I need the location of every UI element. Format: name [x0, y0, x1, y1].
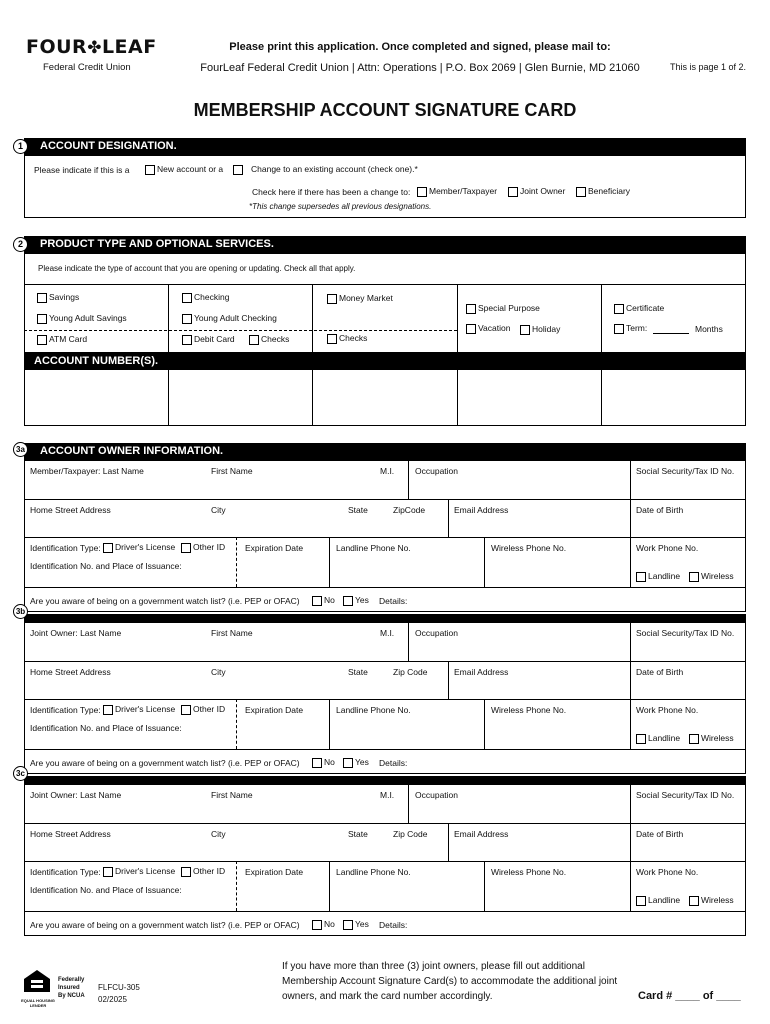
owner-3c-divider	[24, 776, 746, 784]
owner-3a-box	[24, 460, 746, 612]
money-market-checkbox[interactable]	[327, 294, 337, 304]
logo-wordmark: FOUR✤LEAF	[26, 36, 157, 58]
owner-3a-id-number-label: Identification No. and Place of Issuance:	[30, 561, 182, 571]
owner-3c-watchlist-question: Are you aware of being on a government watch list? (i.e. PEP or OFAC)	[30, 920, 300, 930]
special-purpose-option[interactable]: Special Purpose	[466, 303, 540, 314]
owner-3b-landline-option[interactable]: Landline	[636, 733, 680, 744]
owner-3c-other-id-option[interactable]: Other ID	[181, 866, 225, 877]
owner-3c-row-line	[24, 823, 746, 824]
young-adult-checking-checkbox[interactable]	[182, 314, 192, 324]
owner-3c-wireless-checkbox[interactable]	[689, 896, 699, 906]
owner-3c-last-name-label: Joint Owner: Last Name	[30, 790, 122, 800]
owner-3b-dob-label: Date of Birth	[636, 667, 684, 677]
joint-owner-checkbox[interactable]	[508, 187, 518, 197]
owner-3c-ssn-label: Social Security/Tax ID No.	[636, 790, 735, 800]
owner-3a-mi-label: M.I.	[380, 466, 395, 476]
owner-3a-row-line	[24, 587, 746, 588]
owner-3b-mi-label: M.I.	[380, 628, 395, 638]
owner-3b-home-address-label: Home Street Address	[30, 667, 111, 677]
owner-3c-city-label: City	[211, 829, 226, 839]
owner-3b-other-id-checkbox[interactable]	[181, 705, 191, 715]
owner-3a-drivers-license-checkbox[interactable]	[103, 543, 113, 553]
owner-3a-city-label: City	[211, 505, 226, 515]
mail-instruction: Please print this application. Once completed and signed, please mail to:	[229, 41, 611, 53]
certificate-option[interactable]: Certificate	[614, 303, 664, 314]
term-checkbox[interactable]	[614, 324, 624, 334]
owner-3a-other-id-option[interactable]: Other ID	[181, 542, 225, 553]
clover-icon: ✤	[87, 38, 102, 58]
owner-3c-drivers-license-option[interactable]: Driver's License	[103, 866, 175, 877]
member-taxpayer-checkbox[interactable]	[417, 187, 427, 197]
owner-3a-last-name-label: Member/Taxpayer: Last Name	[30, 466, 144, 476]
vacation-checkbox[interactable]	[466, 324, 476, 334]
owner-3a-watchlist-yes-checkbox[interactable]	[343, 596, 353, 606]
checking-checks-checkbox[interactable]	[249, 335, 259, 345]
money-market-option[interactable]: Money Market	[327, 293, 393, 304]
joint-owner-note: If you have more than three (3) joint owners, please fill out additional Membership Account Signature Card(s) to accommodate the additional joint owners, and mark the card number accordingly.	[282, 961, 618, 1002]
money-market-checks-option[interactable]: Checks	[327, 333, 367, 344]
debit-card-checkbox[interactable]	[182, 335, 192, 345]
owner-3b-id-type-label: Identification Type:	[30, 705, 101, 715]
beneficiary-checkbox[interactable]	[576, 187, 586, 197]
owner-3a-landline-phone-label: Landline Phone No.	[336, 543, 411, 553]
owner-3a-landline-option[interactable]: Landline	[636, 571, 680, 582]
owner-3a-details-label: Details:	[379, 596, 408, 606]
owner-3b-ssn-label: Social Security/Tax ID No.	[636, 628, 735, 638]
owner-3a-watchlist-question: Are you aware of being on a government watch list? (i.e. PEP or OFAC)	[30, 596, 300, 606]
account-number-field-4[interactable]	[457, 370, 601, 426]
checking-option[interactable]: Checking	[182, 292, 229, 303]
owner-3b-wireless-phone-label: Wireless Phone No.	[491, 705, 567, 715]
mail-address: FourLeaf Federal Credit Union | Attn: Operations | P.O. Box 2069 | Glen Burnie, MD 21060	[200, 62, 640, 74]
owner-3b-col-line	[448, 661, 449, 699]
owner-3b-col-line	[408, 622, 409, 661]
young-adult-savings-checkbox[interactable]	[37, 314, 47, 324]
owner-3c-watchlist-no-option[interactable]: No	[312, 919, 335, 930]
owner-3c-row-line	[24, 911, 746, 912]
section-1-number: 1	[13, 139, 28, 154]
owner-3b-row-line	[24, 699, 746, 700]
owner-3b-expiration-label: Expiration Date	[245, 705, 304, 715]
owner-3c-mi-label: M.I.	[380, 790, 395, 800]
account-number-field-3[interactable]	[312, 370, 457, 426]
atm-card-option[interactable]: ATM Card	[37, 334, 87, 345]
owner-3a-work-phone-label: Work Phone No.	[636, 543, 699, 553]
owner-3c-col-line	[484, 861, 485, 911]
section-3-header: ACCOUNT OWNER INFORMATION.	[24, 443, 746, 460]
owner-3a-watchlist-yes-option[interactable]: Yes	[343, 595, 369, 606]
owner-3c-col-line	[408, 784, 409, 823]
owner-3a-col-line	[236, 537, 237, 587]
owner-3a-col-line	[448, 499, 449, 537]
card-number[interactable]: Card # ____ of ____	[638, 990, 741, 1002]
owner-3c-first-name-label: First Name	[211, 790, 253, 800]
beneficiary-option[interactable]: Beneficiary	[576, 186, 630, 197]
logo-subtitle: Federal Credit Union	[43, 62, 131, 73]
owner-3c-col-line	[236, 861, 237, 911]
owner-3a-first-name-label: First Name	[211, 466, 253, 476]
change-existing-checkbox[interactable]	[233, 165, 243, 175]
owner-3a-row-line	[24, 537, 746, 538]
atm-card-checkbox[interactable]	[37, 335, 47, 345]
owner-3b-row-line	[24, 749, 746, 750]
owner-3b-other-id-option[interactable]: Other ID	[181, 704, 225, 715]
young-adult-checking-option[interactable]: Young Adult Checking	[182, 313, 277, 324]
owner-3c-occupation-label: Occupation	[415, 790, 458, 800]
account-number-field-2[interactable]	[168, 370, 312, 426]
vacation-option[interactable]: Vacation	[466, 323, 510, 334]
account-numbers-header: ACCOUNT NUMBER(S).	[24, 352, 746, 370]
owner-3c-watchlist-yes-option[interactable]: Yes	[343, 919, 369, 930]
owner-3c-watchlist-yes-checkbox[interactable]	[343, 920, 353, 930]
new-account-checkbox[interactable]	[145, 165, 155, 175]
owner-3c-col-line	[630, 784, 631, 911]
owner-3a-watchlist-no-checkbox[interactable]	[312, 596, 322, 606]
owner-3b-id-number-label: Identification No. and Place of Issuance:	[30, 723, 182, 733]
owner-3a-number: 3a	[13, 442, 28, 457]
joint-owner-option[interactable]: Joint Owner	[508, 186, 565, 197]
form-id: FLFCU-305	[98, 983, 140, 992]
owner-3c-wireless-phone-label: Wireless Phone No.	[491, 867, 567, 877]
savings-option[interactable]: Savings	[37, 292, 79, 303]
change-existing-option[interactable]: Change to an existing account (check one).*	[233, 164, 418, 175]
owner-3c-landline-phone-label: Landline Phone No.	[336, 867, 411, 877]
section-2-header: PRODUCT TYPE AND OPTIONAL SERVICES.	[24, 236, 746, 253]
owner-3b-col-line	[329, 699, 330, 749]
owner-3a-dob-label: Date of Birth	[636, 505, 684, 515]
owner-3c-zip-label: Zip Code	[393, 829, 428, 839]
owner-3a-email-label: Email Address	[454, 505, 509, 515]
page-title: MEMBERSHIP ACCOUNT SIGNATURE CARD	[193, 100, 577, 120]
owner-3b-divider	[24, 614, 746, 622]
owner-3c-box	[24, 784, 746, 936]
owner-3a-ssn-label: Social Security/Tax ID No.	[636, 466, 735, 476]
owner-3a-zip-label: ZipCode	[393, 505, 426, 515]
owner-3a-id-type-label: Identification Type:	[30, 543, 101, 553]
owner-3c-id-type-label: Identification Type:	[30, 867, 101, 877]
owner-3a-state-label: State	[348, 505, 368, 515]
owner-3c-watchlist-no-checkbox[interactable]	[312, 920, 322, 930]
ncua-text: Federally Insured By NCUA	[58, 977, 85, 999]
owner-3b-wireless-option[interactable]: Wireless	[689, 733, 734, 744]
owner-3a-watchlist-no-option[interactable]: No	[312, 595, 335, 606]
owner-3b-details-label: Details:	[379, 758, 408, 768]
owner-3b-first-name-label: First Name	[211, 628, 253, 638]
owner-3a-occupation-label: Occupation	[415, 466, 458, 476]
owner-3b-last-name-label: Joint Owner: Last Name	[30, 628, 122, 638]
owner-3c-drivers-license-checkbox[interactable]	[103, 867, 113, 877]
owner-3a-home-address-label: Home Street Address	[30, 505, 111, 515]
owner-3c-id-number-label: Identification No. and Place of Issuance:	[30, 885, 182, 895]
owner-3b-zip-label: Zip Code	[393, 667, 428, 677]
indicate-label: Please indicate if this is a	[34, 165, 130, 175]
owner-3a-row-line	[24, 499, 746, 500]
owner-3c-landline-checkbox[interactable]	[636, 896, 646, 906]
owner-3c-email-label: Email Address	[454, 829, 509, 839]
owner-3c-state-label: State	[348, 829, 368, 839]
designation-note: *This change supersedes all previous designations.	[249, 202, 432, 211]
account-number-field-5[interactable]	[601, 370, 746, 426]
term-option[interactable]: Term:	[614, 323, 647, 334]
owner-3a-wireless-checkbox[interactable]	[689, 572, 699, 582]
owner-3c-details-label: Details:	[379, 920, 408, 930]
owner-3c-number: 3c	[13, 766, 28, 781]
product-instruction: Please indicate the type of account that you are opening or updating. Check all that apply.	[38, 264, 356, 273]
member-taxpayer-option[interactable]: Member/Taxpayer	[417, 186, 497, 197]
owner-3b-number: 3b	[13, 604, 28, 619]
owner-3c-work-phone-label: Work Phone No.	[636, 867, 699, 877]
owner-3b-watchlist-question: Are you aware of being on a government watch list? (i.e. PEP or OFAC)	[30, 758, 300, 768]
money-market-checks-checkbox[interactable]	[327, 334, 337, 344]
savings-checkbox[interactable]	[37, 293, 47, 303]
owner-3b-landline-phone-label: Landline Phone No.	[336, 705, 411, 715]
owner-3b-watchlist-yes-checkbox[interactable]	[343, 758, 353, 768]
owner-3c-dob-label: Date of Birth	[636, 829, 684, 839]
owner-3b-box	[24, 622, 746, 774]
checking-checks-option[interactable]: Checks	[249, 334, 289, 345]
equal-housing-text: EQUAL HOUSING LENDER	[21, 998, 55, 1008]
owner-3b-state-label: State	[348, 667, 368, 677]
owner-3b-col-line	[484, 699, 485, 749]
check-here-label: Check here if there has been a change to:	[252, 187, 411, 197]
checking-checkbox[interactable]	[182, 293, 192, 303]
certificate-checkbox[interactable]	[614, 304, 624, 314]
section-1-header: ACCOUNT DESIGNATION.	[24, 138, 746, 155]
holiday-option[interactable]: Holiday	[520, 324, 560, 335]
owner-3b-watchlist-yes-option[interactable]: Yes	[343, 757, 369, 768]
owner-3b-city-label: City	[211, 667, 226, 677]
owner-3c-landline-option[interactable]: Landline	[636, 895, 680, 906]
owner-3b-drivers-license-checkbox[interactable]	[103, 705, 113, 715]
owner-3c-expiration-label: Expiration Date	[245, 867, 304, 877]
debit-card-option[interactable]: Debit Card	[182, 334, 235, 345]
owner-3c-col-line	[329, 861, 330, 911]
owner-3a-col-line	[329, 537, 330, 587]
owner-3b-drivers-license-option[interactable]: Driver's License	[103, 704, 175, 715]
owner-3b-landline-checkbox[interactable]	[636, 734, 646, 744]
owner-3c-wireless-option[interactable]: Wireless	[689, 895, 734, 906]
owner-3c-other-id-checkbox[interactable]	[181, 867, 191, 877]
form-date: 02/2025	[98, 995, 127, 1004]
owner-3a-wireless-option[interactable]: Wireless	[689, 571, 734, 582]
owner-3b-watchlist-no-option[interactable]: No	[312, 757, 335, 768]
owner-3b-row-line	[24, 661, 746, 662]
owner-3c-row-line	[24, 861, 746, 862]
owner-3b-col-line	[236, 699, 237, 749]
term-input-line[interactable]	[653, 333, 689, 334]
owner-3a-col-line	[484, 537, 485, 587]
owner-3a-landline-checkbox[interactable]	[636, 572, 646, 582]
months-label: Months	[695, 324, 723, 334]
special-purpose-checkbox[interactable]	[466, 304, 476, 314]
owner-3b-work-phone-label: Work Phone No.	[636, 705, 699, 715]
owner-3a-expiration-label: Expiration Date	[245, 543, 304, 553]
account-number-field-1[interactable]	[24, 370, 168, 426]
equal-housing-icon	[22, 968, 52, 998]
owner-3b-wireless-checkbox[interactable]	[689, 734, 699, 744]
owner-3a-drivers-license-option[interactable]: Driver's License	[103, 542, 175, 553]
owner-3b-col-line	[630, 622, 631, 749]
owner-3a-col-line	[408, 460, 409, 499]
owner-3b-email-label: Email Address	[454, 667, 509, 677]
section-2-number: 2	[13, 237, 28, 252]
owner-3c-col-line	[448, 823, 449, 861]
owner-3b-watchlist-no-checkbox[interactable]	[312, 758, 322, 768]
owner-3a-wireless-phone-label: Wireless Phone No.	[491, 543, 567, 553]
owner-3c-home-address-label: Home Street Address	[30, 829, 111, 839]
owner-3b-occupation-label: Occupation	[415, 628, 458, 638]
holiday-checkbox[interactable]	[520, 325, 530, 335]
young-adult-savings-option[interactable]: Young Adult Savings	[37, 313, 127, 324]
owner-3a-other-id-checkbox[interactable]	[181, 543, 191, 553]
page-indicator: This is page 1 of 2.	[669, 62, 746, 72]
owner-3a-col-line	[630, 460, 631, 587]
new-account-option[interactable]: New account or a	[145, 164, 223, 175]
